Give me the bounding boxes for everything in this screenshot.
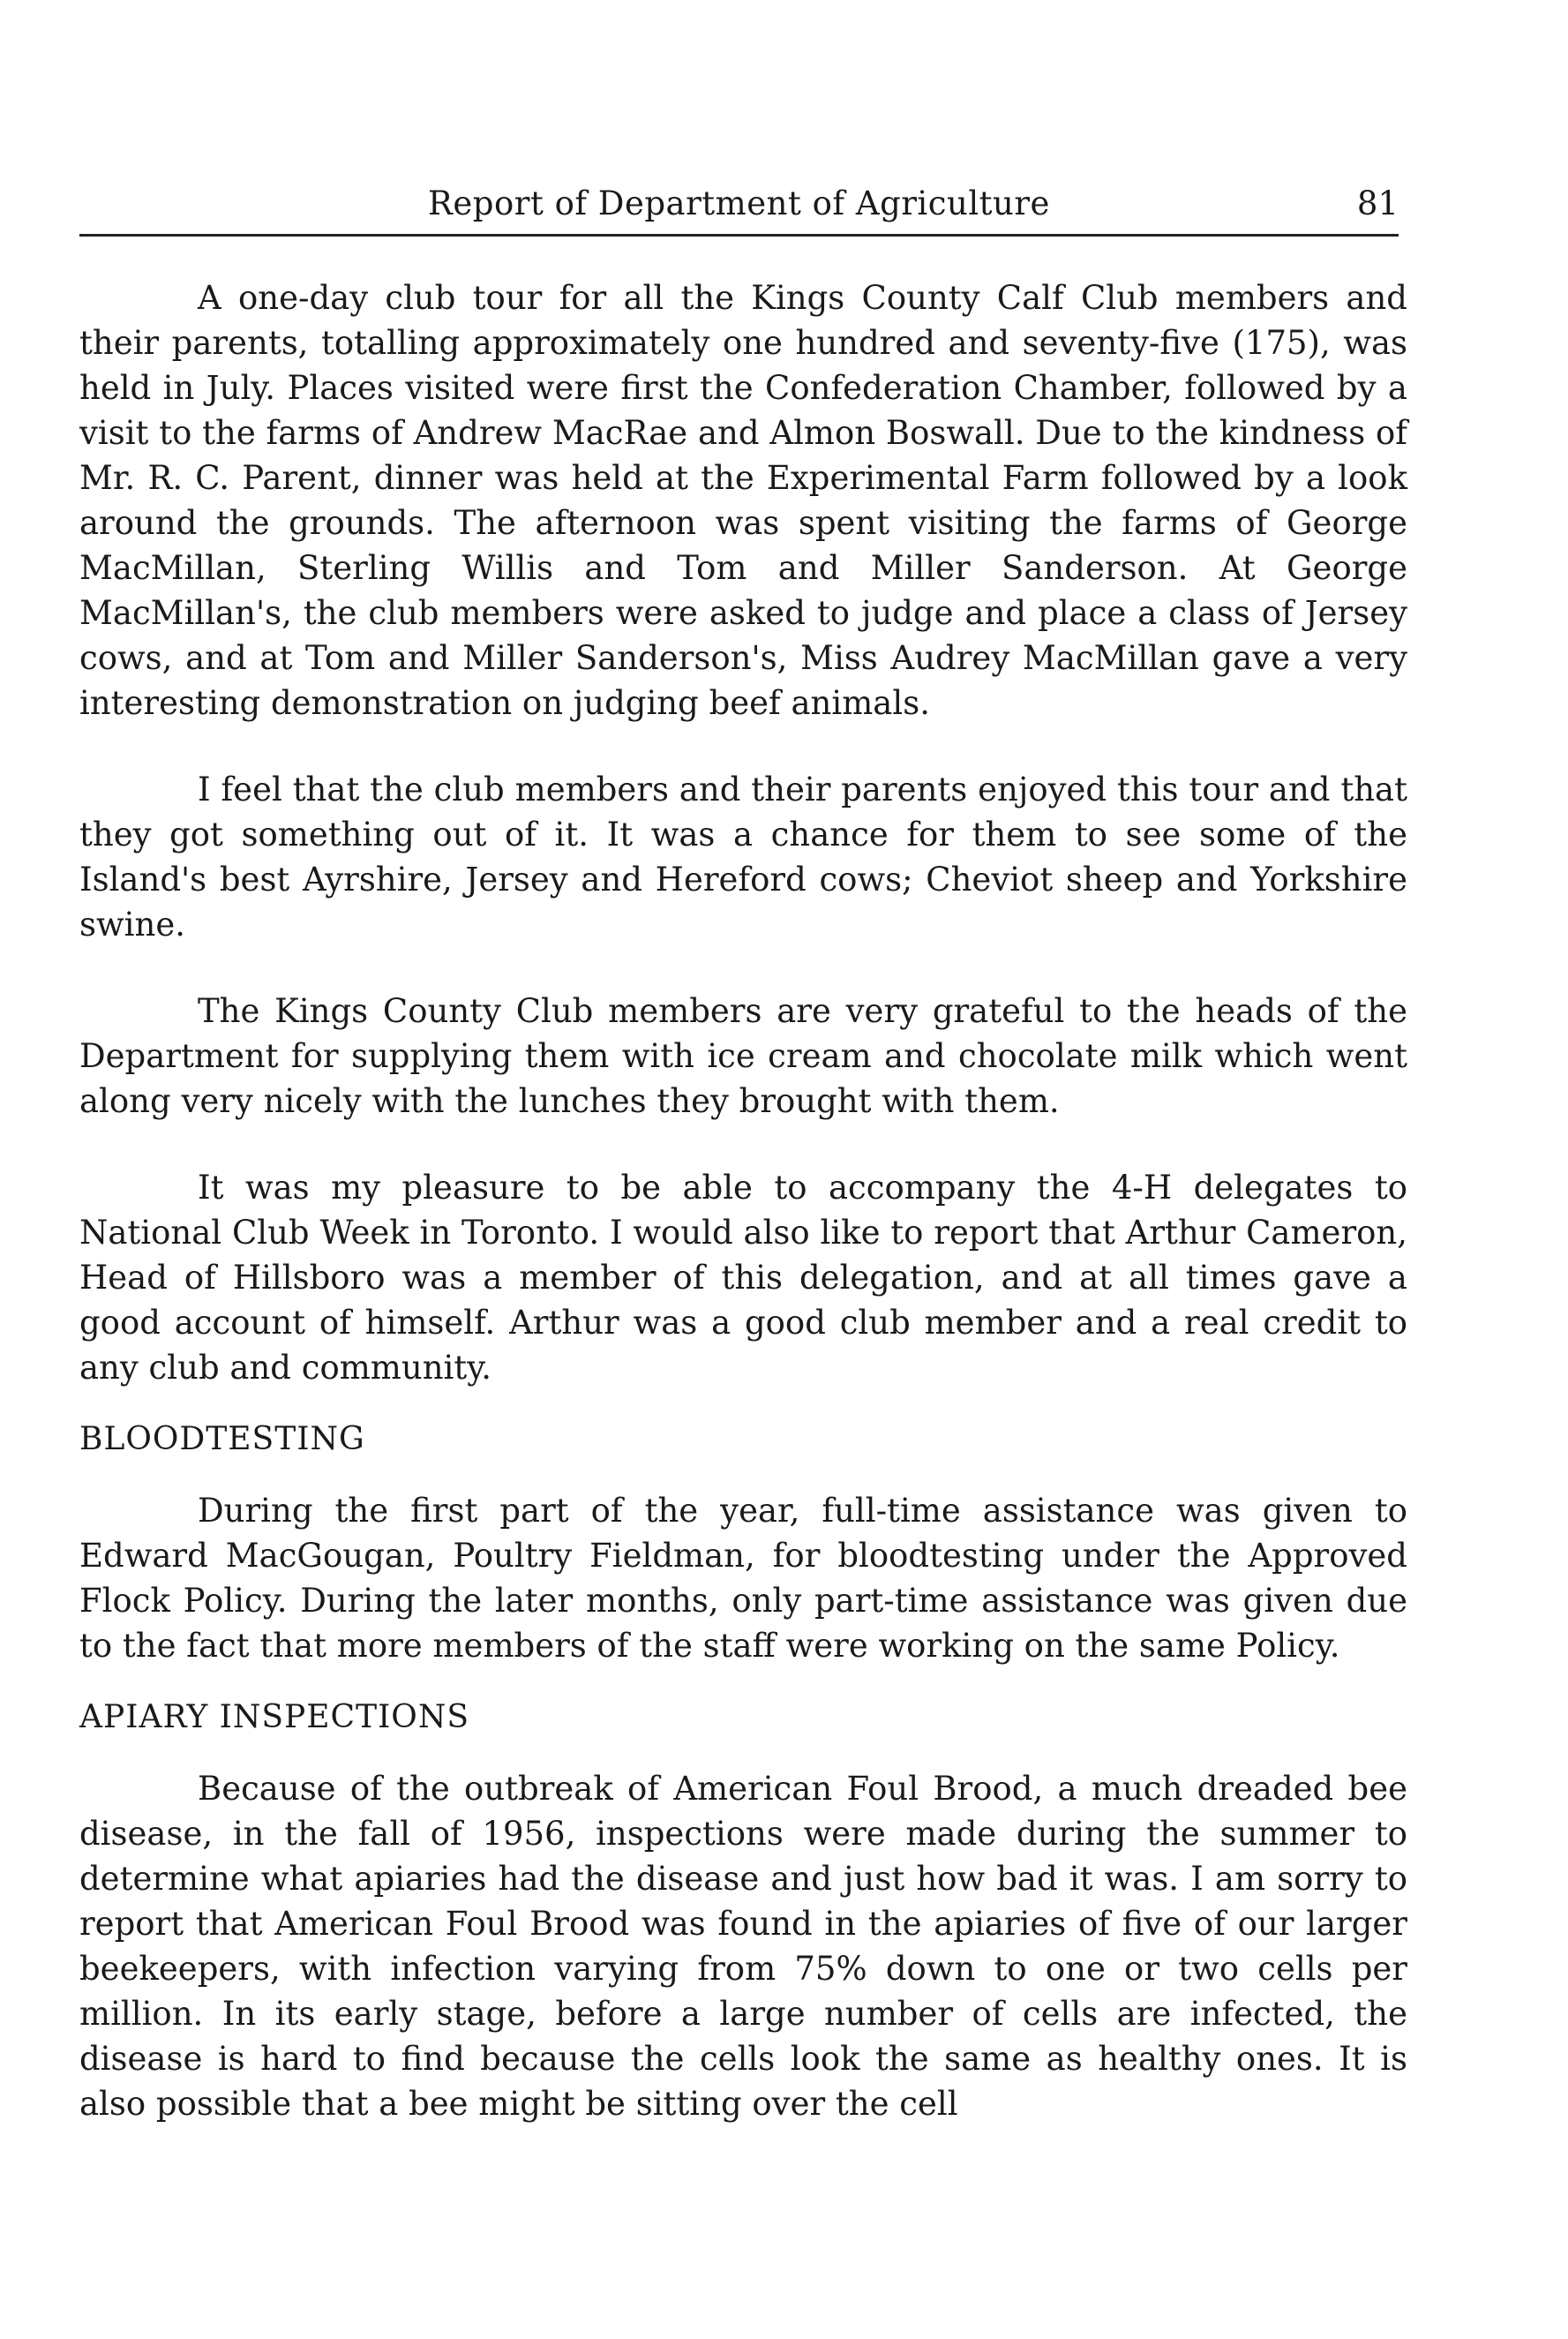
body-text: [79, 275, 1407, 2126]
paragraph-apiary-inspections: Because of the outbreak of American Foul Brood, a much dreaded bee disease, in the fall of 1956, inspections were made during the summer to determine what apiaries had the disease and just how bad it was. I am sorry to report that American Foul Brood was found in the apiaries of five of our larger beekeepers, with infection varying from 75% down to one or two cells per million. In its early stage, before a large number of cells are infected, the disease is hard to find because the cells look the same as healthy ones. It is also possible that a bee might be sitting over the cell: [79, 1770, 1407, 2123]
section-heading-apiary-inspections: APIARY INSPECTIONS: [79, 1699, 469, 1735]
paragraph-club-tour: A one-day club tour for all the Kings County Calf Club members and their parents, totalling approximately one hundred and seventy-five (175), was held in July. Places visited were first the Confederation Chamber, followed by a visit to the farms of Andrew MacRae and Almon Boswall. Due to the kindness of Mr. R. C. Parent, dinner was held at the Experimental Farm followed by a look around the grounds. The afternoon was spent visiting the farms of George MacMillan, Sterling Willis and Tom and Miller Sanderson. At George MacMillan's, the club members were asked to judge and place a class of Jersey cows, and at Tom and Miller Sanderson's, Miss Audrey MacMillan gave a very interesting demonstration on judging beef animals.: [79, 279, 1407, 722]
paragraph-national-club-week: It was my pleasure to be able to accompany the 4-H delegates to National Club Week in Toronto. I would also like to report that Arthur Cameron, Head of Hillsboro was a member of this delegation, and at all times gave a good account of himself. Arthur was a good club member and a real credit to any club and community.: [79, 1169, 1407, 1387]
paragraph-grateful: The Kings County Club members are very grateful to the heads of the Department for supplying them with ice cream and chocolate milk which went along very nicely with the lunches they brought with them.: [79, 992, 1407, 1120]
paragraph-tour-enjoyed: I feel that the club members and their parents enjoyed this tour and that they got something out of it. It was a chance for them to see some of the Island's best Ayrshire, Jersey and Hereford cows; Cheviot sheep and Yorkshire swine.: [79, 771, 1407, 944]
running-title: Report of Department of Agriculture: [428, 184, 1050, 222]
document-page: [79, 181, 1412, 2168]
paragraph-bloodtesting: During the first part of the year, full-time assistance was given to Edward MacGougan, Poultry Fieldman, for bloodtesting under the Approved Flock Policy. During the later months, only part-time assistance was given due to the fact that more members of the staff were working on the same Policy.: [79, 1492, 1407, 1665]
page-number: 81: [1356, 184, 1399, 222]
running-header: [79, 181, 1399, 237]
section-heading-bloodtesting: BLOODTESTING: [79, 1421, 365, 1457]
